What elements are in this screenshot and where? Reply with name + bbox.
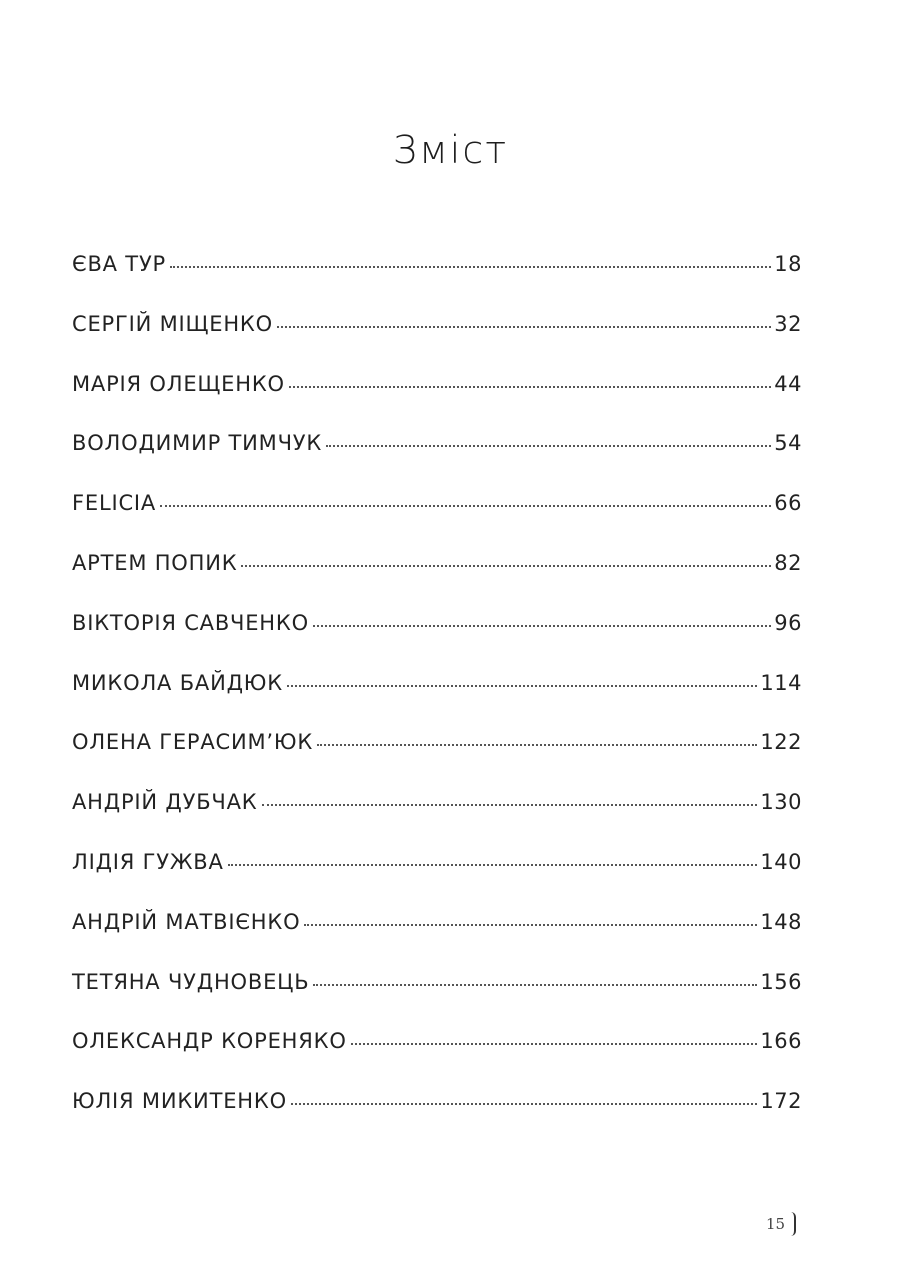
toc-entry bbox=[72, 312, 802, 372]
toc-entry-page: 166 bbox=[760, 1029, 802, 1054]
toc-entry bbox=[72, 1089, 802, 1149]
toc-entry bbox=[72, 850, 802, 910]
toc-entry-page: 32 bbox=[774, 311, 802, 336]
dot-leader bbox=[313, 625, 771, 627]
dot-leader bbox=[228, 864, 758, 866]
toc-entry-name: ОЛЕНА ГЕРАСИМ’ЮК bbox=[72, 730, 314, 755]
dot-leader bbox=[287, 685, 757, 687]
toc-entry bbox=[72, 671, 802, 731]
toc-entry bbox=[72, 491, 802, 551]
toc-entry-page: 54 bbox=[774, 431, 802, 456]
dot-leader bbox=[241, 565, 771, 567]
toc-entry bbox=[72, 431, 802, 491]
toc-entry bbox=[72, 551, 802, 611]
page-number-value: 15 bbox=[766, 1215, 786, 1233]
toc-entry-name: ТЕТЯНА ЧУДНОВЕЦЬ bbox=[72, 969, 310, 994]
toc-entry-name: FELICIA bbox=[72, 491, 157, 516]
toc-entry-page: 66 bbox=[774, 491, 802, 516]
toc-entry bbox=[72, 730, 802, 790]
toc-entry-name: АРТЕМ ПОПИК bbox=[72, 550, 238, 575]
toc-entry bbox=[72, 790, 802, 850]
dot-leader bbox=[351, 1043, 758, 1045]
dot-leader bbox=[317, 744, 757, 746]
toc-entry-page: 140 bbox=[760, 849, 802, 874]
dot-leader bbox=[289, 386, 771, 388]
toc-entry-name: ЄВА ТУР bbox=[72, 252, 166, 276]
toc-entry-name: МАРІЯ ОЛЕЩЕНКО bbox=[72, 371, 285, 396]
toc-entry-name: МИКОЛА БАЙДЮК bbox=[72, 670, 283, 695]
toc-entry-name: СЕРГІЙ МІЩЕНКО bbox=[72, 311, 273, 336]
toc-entry bbox=[72, 252, 802, 312]
toc-entry-page: 130 bbox=[760, 790, 802, 815]
dot-leader bbox=[291, 1103, 758, 1105]
toc-entry bbox=[72, 910, 802, 970]
toc-entry-name: ОЛЕКСАНДР КОРЕНЯКО bbox=[72, 1029, 347, 1054]
dot-leader bbox=[262, 804, 758, 806]
toc-entry-page: 114 bbox=[760, 670, 802, 695]
toc-entry-page: 156 bbox=[760, 969, 802, 994]
toc-entry-page: 18 bbox=[774, 252, 802, 276]
toc-entry-page: 148 bbox=[760, 909, 802, 934]
toc-entry-name: ВОЛОДИМИР ТИМЧУК bbox=[72, 431, 323, 456]
dot-leader bbox=[170, 266, 771, 268]
page-title: Зміст bbox=[392, 128, 509, 172]
dot-leader bbox=[304, 924, 757, 926]
toc-entry-name: АНДРІЙ ДУБЧАК bbox=[72, 790, 258, 815]
table-of-contents bbox=[72, 252, 802, 1149]
dot-leader bbox=[277, 326, 771, 328]
toc-entry bbox=[72, 372, 802, 432]
toc-entry bbox=[72, 1029, 802, 1089]
toc-entry-name: ЮЛІЯ МИКИТЕНКО bbox=[72, 1089, 287, 1114]
toc-entry-page: 122 bbox=[760, 730, 802, 755]
dot-leader bbox=[160, 505, 771, 507]
toc-entry-name: ЛІДІЯ ГУЖВА bbox=[72, 849, 224, 874]
toc-entry-page: 96 bbox=[774, 610, 802, 635]
toc-entry-name: АНДРІЙ МАТВІЄНКО bbox=[72, 909, 301, 934]
bracket-icon bbox=[791, 1212, 796, 1236]
toc-entry bbox=[72, 970, 802, 1030]
toc-entry bbox=[72, 611, 802, 671]
page-number bbox=[766, 1212, 796, 1236]
toc-entry-page: 82 bbox=[774, 550, 802, 575]
dot-leader bbox=[326, 445, 771, 447]
toc-entry-page: 172 bbox=[760, 1089, 802, 1114]
toc-entry-page: 44 bbox=[774, 371, 802, 396]
dot-leader bbox=[313, 984, 757, 986]
toc-entry-name: ВІКТОРІЯ САВЧЕНКО bbox=[72, 610, 309, 635]
